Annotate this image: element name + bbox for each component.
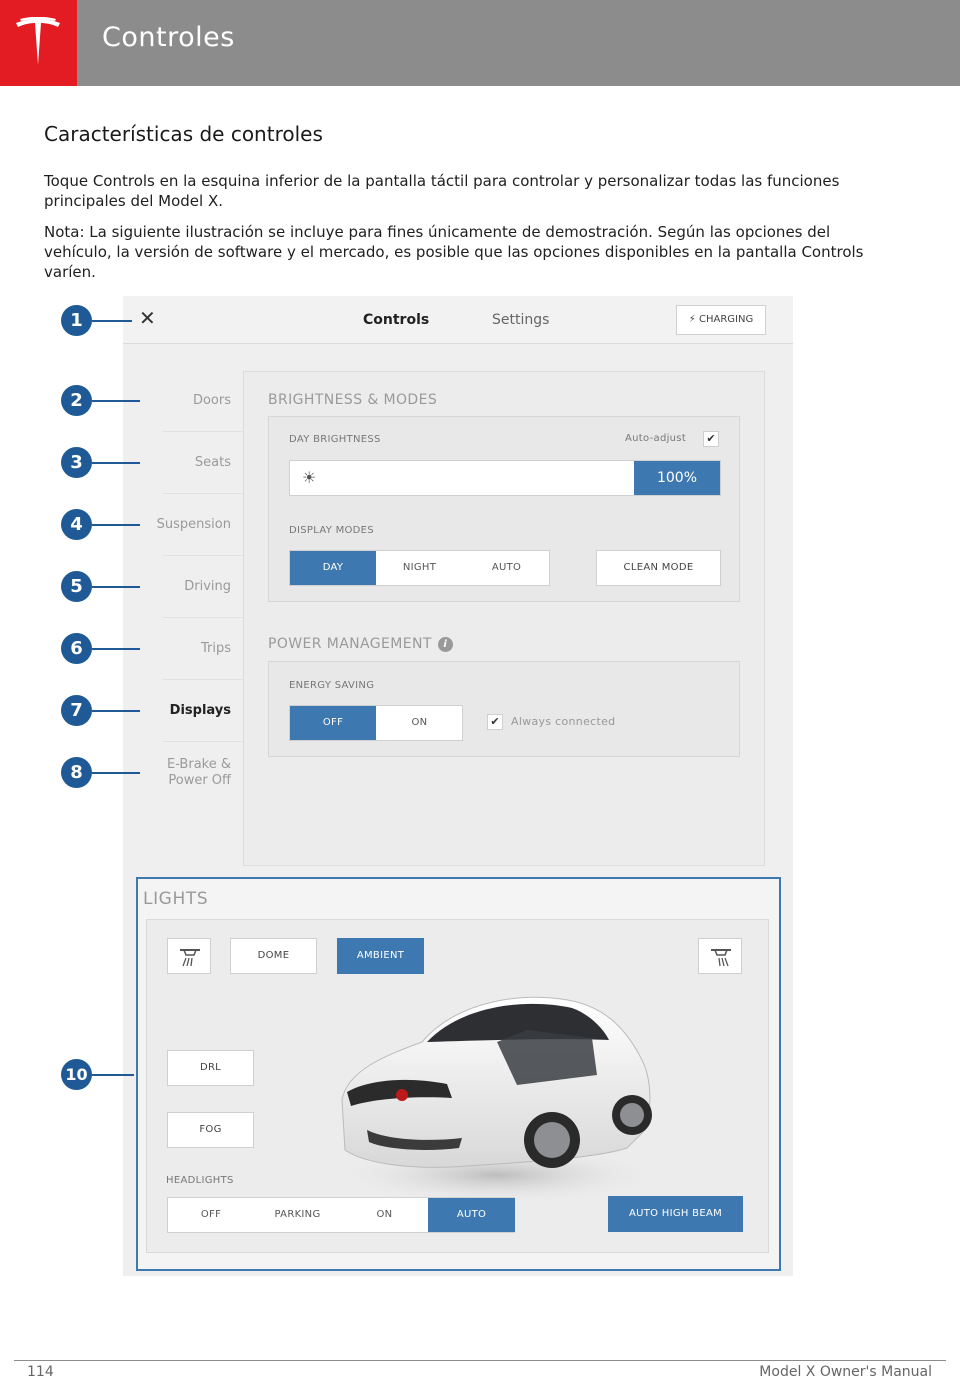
- auto-adjust-checkbox[interactable]: [703, 431, 719, 447]
- clean-mode-button[interactable]: CLEAN MODE: [596, 550, 721, 586]
- nav-divider: [163, 617, 243, 618]
- lights-box: [146, 919, 769, 1253]
- chapter-title: Controles: [102, 22, 235, 53]
- brightness-modes-heading: BRIGHTNESS & MODES: [268, 392, 438, 408]
- headlights-auto-button[interactable]: AUTO: [428, 1198, 515, 1232]
- checkmark-icon: ✔: [490, 715, 500, 728]
- tab-controls[interactable]: Controls: [363, 312, 430, 328]
- sidebar-item-seats[interactable]: Seats: [194, 455, 231, 470]
- callout-leader: [92, 586, 140, 588]
- brightness-level: 100%: [634, 461, 720, 495]
- callout-leader: [92, 320, 132, 322]
- tesla-logo: [0, 0, 77, 86]
- controls-topbar: [123, 296, 793, 344]
- note-paragraph: Nota: La siguiente ilustración se incluye para fines únicamente de demostración. Según las opciones del vehículo, la versión de software y el mercado, es posible que las opciones disponibles en la pantalla Controls varíen.: [44, 223, 864, 281]
- day-brightness-slider[interactable]: [289, 460, 721, 496]
- sidebar-item-suspension[interactable]: Suspension: [156, 517, 231, 532]
- nav-divider: [163, 679, 243, 680]
- charging-button[interactable]: [676, 305, 766, 335]
- intro-paragraph: Toque Controls en la esquina inferior de la pantalla táctil para controlar y personalizar todas las funciones principales del Model X.: [44, 172, 840, 210]
- callout-3: 3: [61, 447, 92, 478]
- callout-4: 4: [61, 509, 92, 540]
- sidebar-item-doors[interactable]: Doors: [192, 393, 231, 408]
- mode-day-button[interactable]: DAY: [290, 551, 376, 585]
- manual-title: Model X Owner's Manual: [759, 1364, 932, 1380]
- sidebar-item-displays[interactable]: Displays: [169, 703, 231, 718]
- checkmark-icon: ✔: [706, 432, 716, 445]
- sidebar-item-ebrake-line2: Power Off: [168, 773, 231, 788]
- display-mode-selector: [289, 550, 550, 586]
- front-dome-light-button[interactable]: [167, 938, 211, 974]
- callout-leader: [92, 400, 140, 402]
- lights-heading: LIGHTS: [143, 889, 209, 909]
- callout-2: 2: [61, 385, 92, 416]
- mode-auto-button[interactable]: AUTO: [491, 562, 522, 573]
- nav-divider: [163, 431, 243, 432]
- close-icon[interactable]: ✕: [139, 306, 156, 330]
- map-light-icon: [168, 939, 212, 975]
- headlights-off-button[interactable]: OFF: [200, 1209, 222, 1220]
- auto-adjust-label: Auto-adjust: [625, 433, 687, 444]
- lightning-icon: ⚡: [688, 314, 696, 325]
- brightness-box: [268, 416, 740, 602]
- callout-10: 10: [61, 1059, 92, 1090]
- callout-6: 6: [61, 633, 92, 664]
- section-title: Características de controles: [44, 122, 323, 146]
- page-header: [0, 0, 960, 86]
- charging-label: CHARGING: [699, 314, 754, 325]
- nav-divider: [163, 555, 243, 556]
- sidebar-item-ebrake-line1: E-Brake &: [166, 757, 231, 772]
- day-brightness-label: DAY BRIGHTNESS: [289, 434, 381, 445]
- sidebar-item-ebrake[interactable]: [167, 757, 231, 789]
- nav-divider: [163, 493, 243, 494]
- drl-button[interactable]: DRL: [167, 1050, 254, 1086]
- energy-saving-label: ENERGY SAVING: [289, 680, 375, 691]
- callout-leader: [92, 648, 140, 650]
- tesla-t-icon: [14, 17, 62, 67]
- energy-off-button[interactable]: OFF: [290, 706, 376, 740]
- headlights-parking-button[interactable]: PARKING: [274, 1209, 321, 1220]
- callout-7: 7: [61, 695, 92, 726]
- callout-leader: [92, 462, 140, 464]
- controls-screen-illustration: [123, 296, 793, 1276]
- page-number: 114: [27, 1364, 54, 1380]
- callout-1: 1: [61, 305, 92, 336]
- power-management-heading: [268, 636, 453, 652]
- auto-high-beam-button[interactable]: AUTO HIGH BEAM: [608, 1196, 743, 1232]
- rear-dome-light-button[interactable]: [698, 938, 742, 974]
- always-connected-label: Always connected: [511, 715, 616, 728]
- fog-button[interactable]: FOG: [167, 1112, 254, 1148]
- callout-leader: [92, 1074, 134, 1076]
- callout-leader: [92, 772, 140, 774]
- callout-5: 5: [61, 571, 92, 602]
- displays-panel: [243, 371, 765, 866]
- headlights-label: HEADLIGHTS: [166, 1175, 234, 1186]
- sidebar-item-driving[interactable]: Driving: [184, 579, 231, 594]
- callout-leader: [92, 710, 140, 712]
- power-box: [268, 661, 740, 757]
- map-light-icon: [699, 939, 743, 975]
- lights-section: [136, 877, 781, 1271]
- power-management-label: POWER MANAGEMENT: [268, 636, 432, 652]
- sidebar-item-trips[interactable]: Trips: [200, 641, 231, 656]
- callout-8: 8: [61, 757, 92, 788]
- always-connected-checkbox[interactable]: [487, 714, 503, 730]
- dome-button[interactable]: DOME: [230, 938, 317, 974]
- model-x-car-image: [327, 980, 667, 1210]
- callout-leader: [92, 524, 140, 526]
- info-icon[interactable]: i: [438, 637, 453, 652]
- energy-on-button[interactable]: ON: [411, 717, 428, 728]
- mode-night-button[interactable]: NIGHT: [402, 562, 437, 573]
- sun-icon: ☀: [302, 468, 317, 487]
- energy-saving-selector: [289, 705, 463, 741]
- ambient-button[interactable]: AMBIENT: [337, 938, 424, 974]
- headlights-selector: [167, 1197, 515, 1233]
- display-modes-label: DISPLAY MODES: [289, 525, 374, 536]
- nav-divider: [163, 741, 243, 742]
- headlights-on-button[interactable]: ON: [376, 1209, 393, 1220]
- footer-divider: [14, 1360, 946, 1361]
- tab-settings[interactable]: Settings: [492, 312, 550, 328]
